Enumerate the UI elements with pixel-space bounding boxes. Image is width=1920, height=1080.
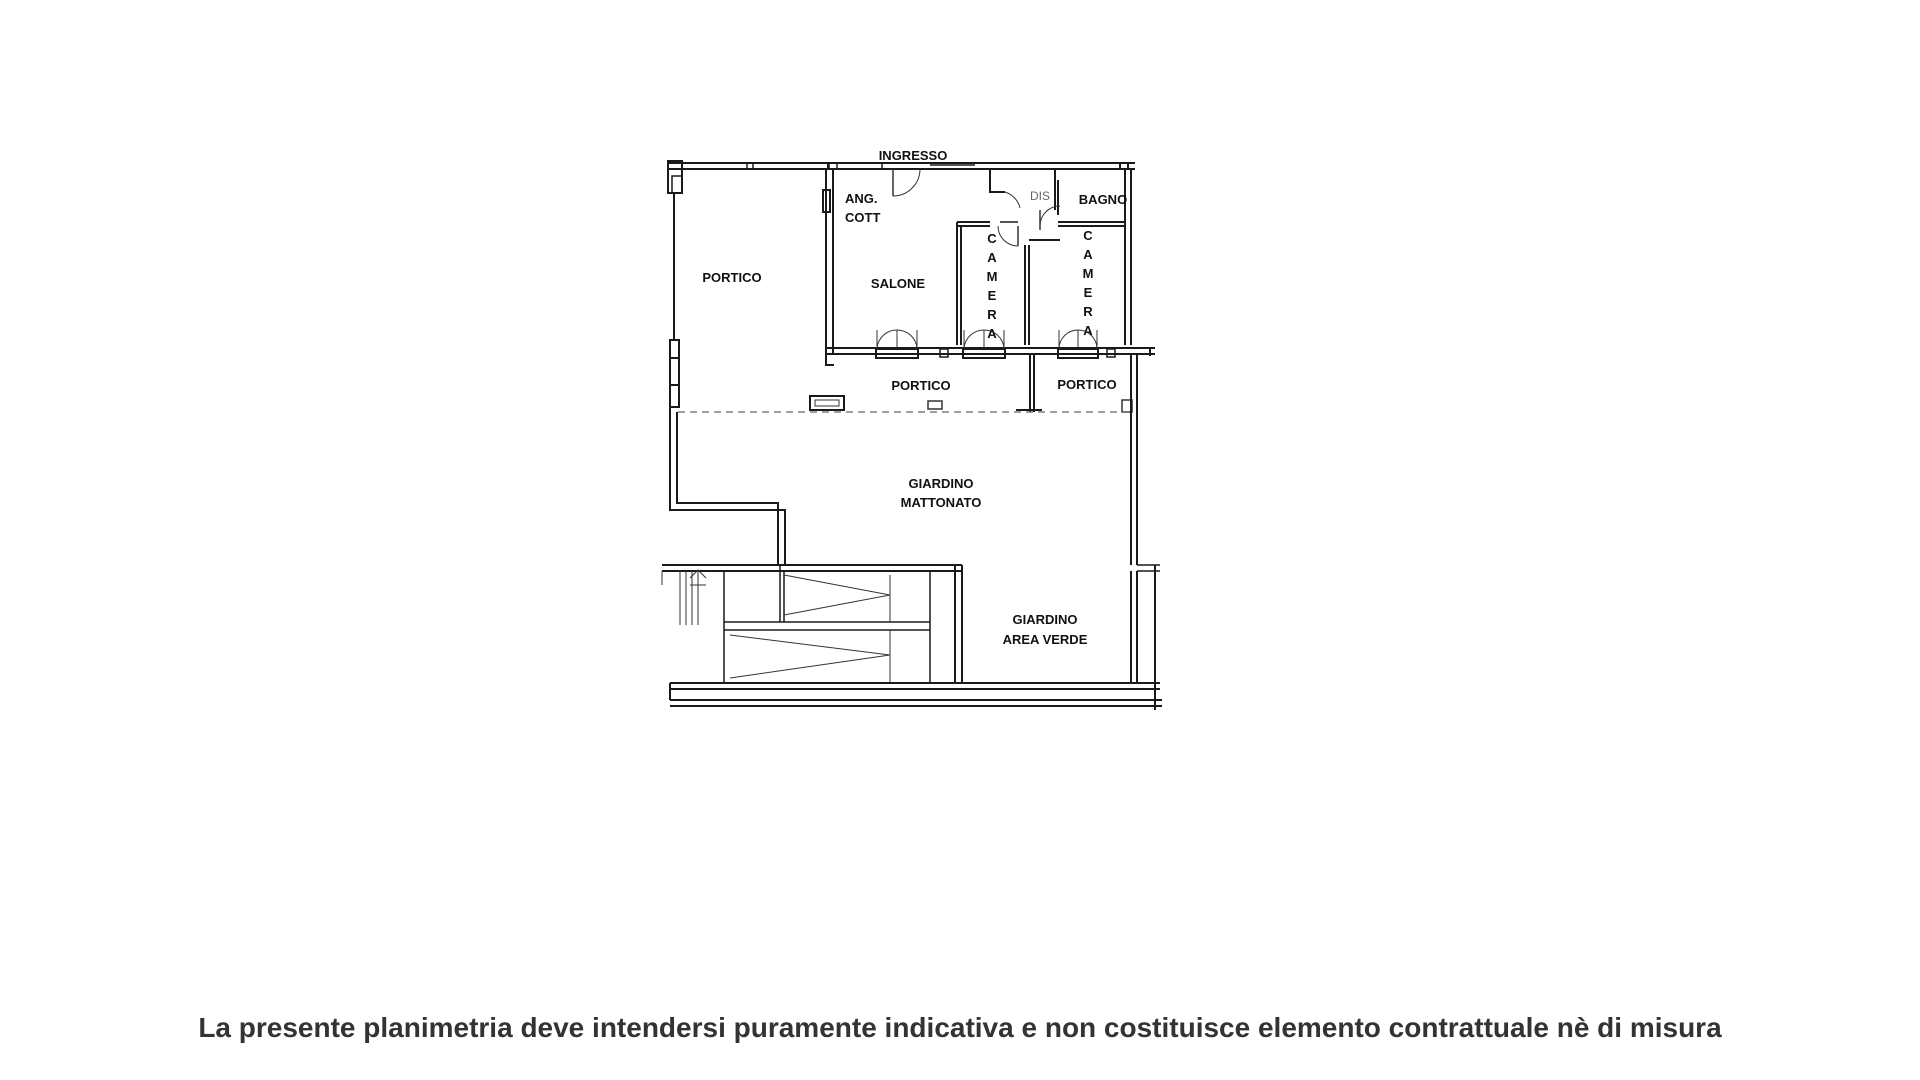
- label-camera-1: [987, 231, 998, 341]
- camera-2-letter: E: [1083, 285, 1093, 300]
- camera-2-letter: M: [1082, 266, 1094, 281]
- camera-1-letter: R: [987, 307, 997, 322]
- label-giardino-mattonato-1: GIARDINO: [908, 476, 974, 491]
- label-bagno: BAGNO: [1078, 192, 1128, 207]
- camera-1-letter: M: [986, 269, 998, 284]
- camera-2-letter: R: [1083, 304, 1093, 319]
- label-giardino-verde-2: AREA VERDE: [1002, 632, 1088, 647]
- label-giardino-verde-1: GIARDINO: [1012, 612, 1078, 627]
- label-ang-cott-1: ANG.: [845, 191, 878, 206]
- camera-1-letter: C: [987, 231, 997, 246]
- label-salone: SALONE: [870, 276, 926, 291]
- label-portico-right: PORTICO: [1057, 377, 1117, 392]
- label-ingresso: INGRESSO: [878, 148, 948, 163]
- label-portico-center: PORTICO: [891, 378, 951, 393]
- label-portico-left: PORTICO: [702, 270, 762, 285]
- camera-2-letter: C: [1083, 228, 1093, 243]
- wall-lines: [662, 161, 1162, 710]
- camera-2-letter: A: [1083, 323, 1093, 338]
- label-giardino-mattonato-2: MATTONATO: [900, 495, 982, 510]
- label-dis: DIS: [1029, 189, 1051, 203]
- disclaimer-text: La presente planimetria deve intendersi puramente indicativa e non costituisce elemento contrattuale nè di misura: [198, 1012, 1722, 1043]
- camera-2-letter: A: [1083, 247, 1093, 262]
- camera-1-letter: A: [987, 326, 997, 341]
- camera-1-letter: E: [987, 288, 997, 303]
- camera-1-letter: A: [987, 250, 997, 265]
- label-ang-cott-2: COTT: [845, 210, 881, 225]
- label-camera-2: [1083, 228, 1094, 338]
